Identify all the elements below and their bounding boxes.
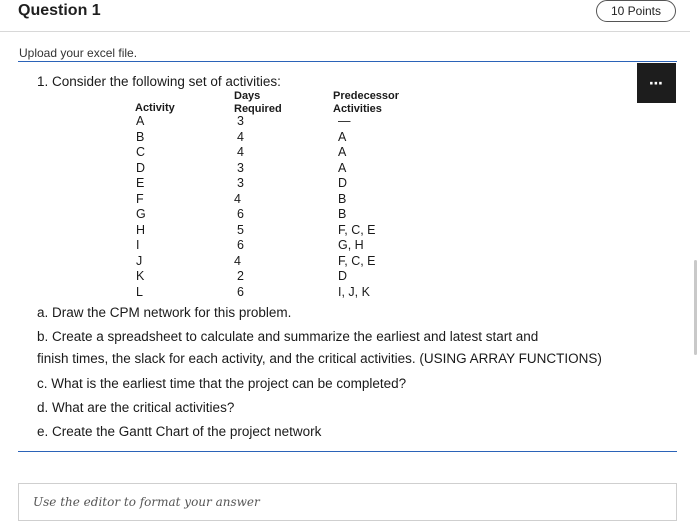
header-days-line1: Days — [234, 90, 261, 102]
question-title: Question 1 — [18, 2, 101, 19]
activity-cell: I — [136, 238, 140, 252]
pred-cell: B — [338, 191, 347, 206]
activity-cell: C — [136, 145, 146, 159]
activity-cell: A — [136, 114, 145, 128]
answer-placeholder: Use the editor to format your answer — [33, 495, 260, 509]
header-pred-line2: Activities — [333, 102, 382, 115]
pred-cell: D — [338, 176, 348, 190]
pred-cell: F, C, E — [338, 253, 376, 268]
days-cell: 2 — [237, 269, 244, 283]
more-options-button[interactable] — [637, 63, 676, 103]
instruction-text: Upload your excel file. — [19, 46, 138, 60]
days-cell: 3 — [237, 114, 244, 128]
days-cell: 6 — [237, 207, 244, 221]
content-bottom-border — [18, 451, 677, 452]
activity-cell: B — [136, 129, 145, 144]
header-days — [234, 90, 282, 115]
activity-cell: G — [136, 207, 146, 221]
answer-editor[interactable] — [18, 483, 677, 521]
pred-cell: I, J, K — [338, 284, 370, 299]
activity-column — [136, 114, 146, 300]
sub-question-c: c. What is the earliest time that the project can be completed? — [37, 376, 407, 391]
activity-cell: H — [136, 222, 146, 237]
days-cell: 6 — [237, 238, 244, 252]
header-activity: Activity — [135, 102, 175, 114]
activity-cell: K — [136, 269, 145, 283]
activity-cell: J — [136, 253, 143, 268]
header-days-line2: Required — [234, 102, 282, 115]
sub-question-d: d. What are the critical activities? — [37, 400, 235, 415]
pred-cell: B — [338, 207, 347, 221]
page-scrollbar[interactable] — [694, 260, 697, 355]
pred-cell: D — [338, 269, 348, 283]
predecessor-column — [338, 114, 376, 300]
sub-question-b-line1: b. Create a spreadsheet to calculate and summarize the earliest and latest start and — [37, 329, 539, 344]
sub-question-a: a. Draw the CPM network for this problem. — [37, 305, 292, 320]
pred-cell: A — [338, 145, 347, 159]
sub-question-e: e. Create the Gantt Chart of the project network — [37, 424, 322, 439]
activity-cell: D — [136, 160, 146, 175]
more-icon: ⋯ — [649, 74, 664, 91]
header-pred-line1: Predecessor — [333, 90, 400, 102]
days-cell: 6 — [237, 284, 244, 299]
activity-cell: L — [136, 284, 143, 299]
pred-cell: G, H — [338, 238, 364, 252]
days-cell: 4 — [237, 129, 244, 144]
days-cell: 4 — [234, 191, 241, 206]
pred-cell: — — [338, 114, 351, 128]
days-cell: 5 — [237, 222, 244, 237]
pred-cell: A — [338, 129, 347, 144]
days-cell: 4 — [237, 145, 244, 159]
days-cell: 3 — [237, 160, 244, 175]
days-column — [234, 114, 244, 300]
points-badge: 10 Points — [596, 0, 676, 22]
days-cell: 4 — [234, 253, 241, 268]
days-cell: 3 — [237, 176, 244, 190]
sub-question-b-line2: finish times, the slack for each activity, and the critical activities. (USING ARRAY FUNCTIONS) — [37, 351, 602, 366]
header-divider — [0, 31, 690, 32]
content-top-border — [18, 61, 677, 62]
problem-intro: 1. Consider the following set of activities: — [37, 74, 281, 89]
activity-cell: F — [136, 191, 144, 206]
pred-cell: F, C, E — [338, 222, 376, 237]
pred-cell: A — [338, 160, 347, 175]
activity-cell: E — [136, 176, 145, 190]
header-predecessor — [333, 90, 399, 115]
